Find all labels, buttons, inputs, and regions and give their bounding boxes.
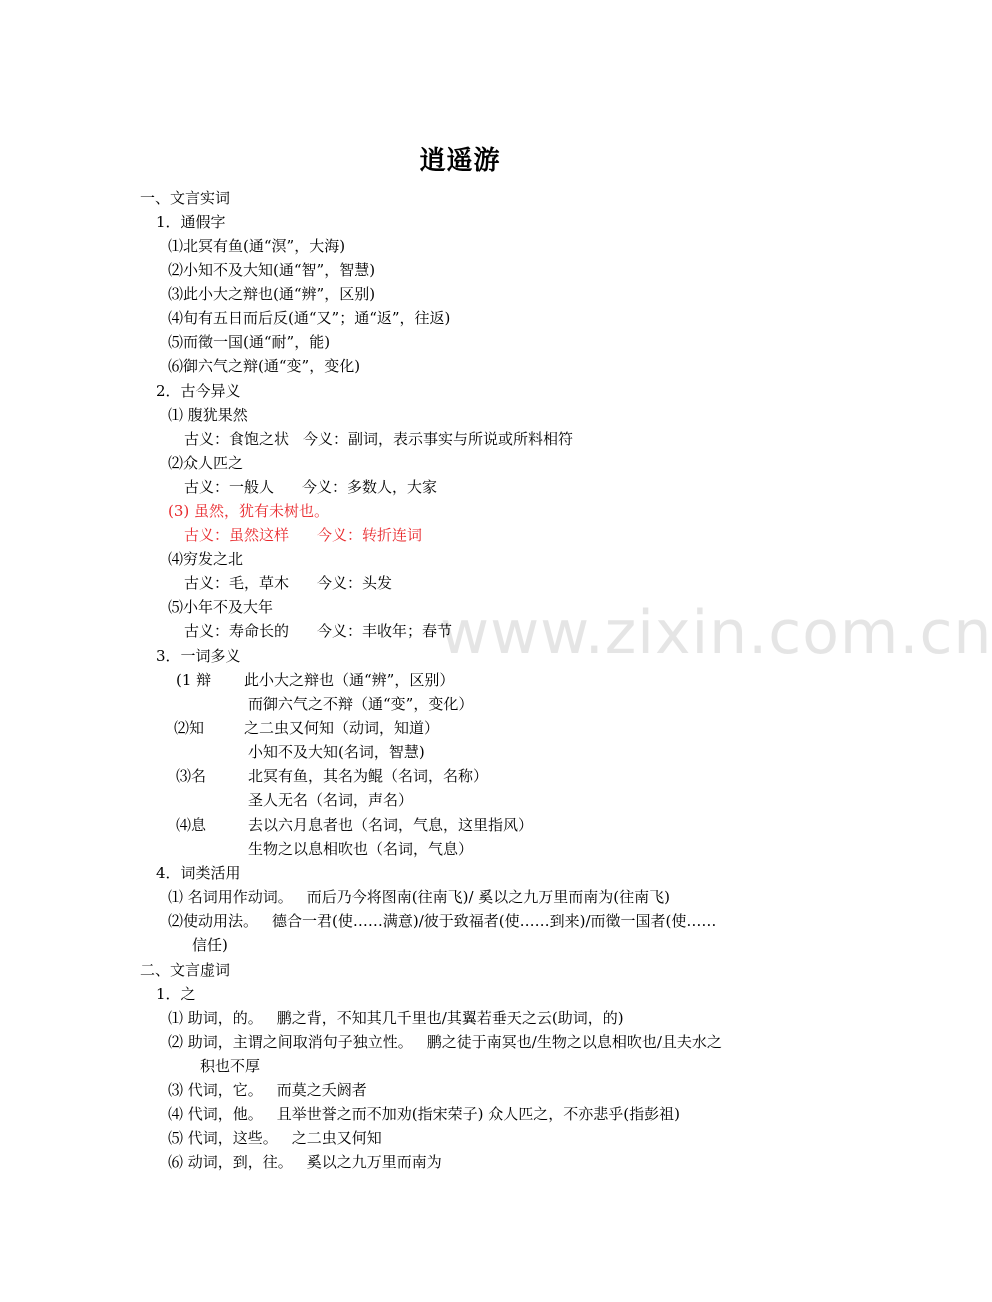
list-item: ⑴ 腹犹果然 xyxy=(168,406,248,424)
polysemy-label: ⑶名 xyxy=(176,767,207,785)
subsection-heading: 2．古今异义 xyxy=(156,382,241,400)
section-heading: 二、文言虚词 xyxy=(140,961,231,979)
polysemy-label: (1 辩 xyxy=(176,671,212,689)
list-item xyxy=(168,1008,624,1028)
modern-meaning: 今义：多数人，大家 xyxy=(302,478,438,496)
section-heading: 一、文言实词 xyxy=(140,189,231,207)
list-item: ⑴北冥有鱼(通“溟”，大海) xyxy=(168,237,346,255)
item-label: ⑹ 动词，到，往。 xyxy=(168,1153,293,1171)
item-label: ⑴ 助词，的。 xyxy=(168,1009,263,1027)
polysemy-label: ⑵知 xyxy=(174,719,205,737)
subsection-heading: 1．通假字 xyxy=(156,213,226,231)
item-text: 之二虫又何知 xyxy=(291,1129,382,1147)
watermark: www.zixin.com.cn xyxy=(440,598,992,668)
polysemy-example: 此小大之辩也（通“辨”，区别） xyxy=(244,671,455,689)
item-text: 鹏之背，不知其几千里也/其翼若垂天之云(助词，的) xyxy=(276,1009,624,1027)
polysemy-example: 而御六气之不辩（通“变”，变化） xyxy=(248,695,474,713)
list-item xyxy=(168,1128,382,1148)
polysemy-example: 北冥有鱼，其名为鲲（名词，名称） xyxy=(248,767,489,785)
ancient-meaning: 古义：食饱之状 xyxy=(184,430,290,448)
item-label: ⑵ 助词，主谓之间取消句子独立性。 xyxy=(168,1033,413,1051)
item-text: 德合一君(使……满意)/彼于致福者(使……到来)/而徵一国者(使…… xyxy=(272,912,717,930)
list-item xyxy=(168,1080,367,1100)
polysemy-example: 去以六月息者也（名词，气息，这里指风） xyxy=(248,816,534,834)
list-item: ⑸小年不及大年 xyxy=(168,598,274,616)
ancient-meaning: 古义：一般人 xyxy=(184,478,275,496)
modern-meaning: 今义：副词，表示事实与所说或所料相符 xyxy=(303,430,574,448)
list-item xyxy=(168,1104,680,1124)
ancient-meaning: 古义：虽然这样 xyxy=(184,526,290,544)
subsection-heading: 4．词类活用 xyxy=(156,864,241,882)
item-text: 且举世誉之而不加劝(指宋荣子) 众人匹之，不亦悲乎(指彭祖) xyxy=(276,1105,680,1123)
item-label: ⑸ 代词，这些。 xyxy=(168,1129,278,1147)
polysemy-example: 圣人无名（名词，声名） xyxy=(248,791,414,809)
modern-meaning: 今义：头发 xyxy=(317,574,393,592)
definition-line xyxy=(184,477,437,497)
list-item: ⑸而徵一国(通“耐”，能) xyxy=(168,333,331,351)
highlighted-definition-line xyxy=(184,525,422,545)
list-item xyxy=(168,887,670,907)
item-text: 而莫之夭阏者 xyxy=(276,1081,367,1099)
ancient-meaning: 古义：寿命长的 xyxy=(184,622,290,640)
item-label: ⑵使动用法。 xyxy=(168,912,259,930)
item-continuation: 信任) xyxy=(192,936,228,954)
highlighted-item: (3) 虽然，犹有未树也。 xyxy=(168,502,330,520)
definition-line xyxy=(184,621,452,641)
subsection-heading: 1．之 xyxy=(156,985,196,1003)
list-item: ⑵小知不及大知(通“智”，智慧) xyxy=(168,261,376,279)
item-continuation: 积也不厚 xyxy=(200,1057,261,1075)
list-item: ⑶此小大之辩也(通“辨”，区别) xyxy=(168,285,376,303)
item-label: ⑷ 代词，他。 xyxy=(168,1105,263,1123)
modern-meaning: 今义：转折连词 xyxy=(317,526,423,544)
subsection-heading: 3．一词多义 xyxy=(156,647,241,665)
modern-meaning: 今义：丰收年；春节 xyxy=(317,622,453,640)
definition-line xyxy=(184,573,392,593)
list-item: ⑷旬有五日而后反(通“又”；通“返”，往返) xyxy=(168,309,451,327)
ancient-meaning: 古义：毛，草木 xyxy=(184,574,290,592)
polysemy-example: 之二虫又何知（动词，知道） xyxy=(244,719,440,737)
polysemy-example: 生物之以息相吹也（名词，气息） xyxy=(248,840,474,858)
list-item xyxy=(168,1152,442,1172)
list-item xyxy=(168,1032,722,1052)
item-text: 而后乃今将图南(往南飞)/ 奚以之九万里而南为(往南飞) xyxy=(306,888,671,906)
item-text: 奚以之九万里而南为 xyxy=(306,1153,442,1171)
definition-line xyxy=(184,429,573,449)
list-item: ⑹御六气之辩(通“变”，变化) xyxy=(168,357,361,375)
polysemy-example: 小知不及大知(名词，智慧) xyxy=(248,743,425,761)
item-label: ⑴ 名词用作动词。 xyxy=(168,888,293,906)
item-label: ⑶ 代词，它。 xyxy=(168,1081,263,1099)
list-item: ⑷穷发之北 xyxy=(168,550,244,568)
item-text: 鹏之徒于南冥也/生物之以息相吹也/且夫水之 xyxy=(426,1033,722,1051)
list-item xyxy=(168,911,716,931)
page-title: 逍遥游 xyxy=(419,146,501,176)
list-item: ⑵众人匹之 xyxy=(168,454,244,472)
polysemy-label: ⑷息 xyxy=(176,816,207,834)
